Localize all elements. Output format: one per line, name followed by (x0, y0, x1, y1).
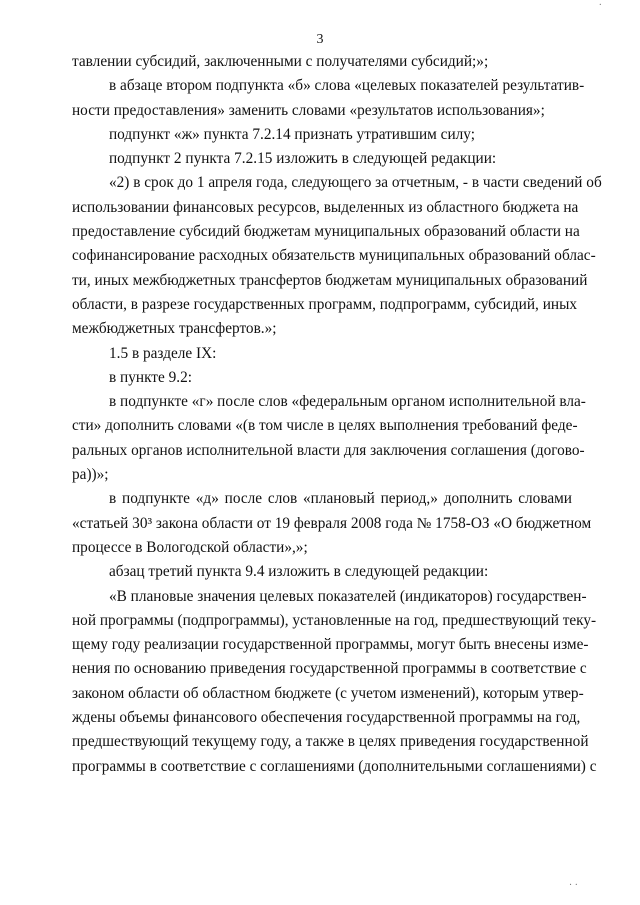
text-line: абзац третий пункта 9.4 изложить в следующей редакции: (109, 563, 489, 581)
text-line: «статьей 30³ закона области от 19 февраля 2008 года № 1758-ОЗ «О бюджетном (72, 514, 592, 532)
text-line: ной программы (подпрограммы), установленные на год, предшествующий теку- (72, 611, 597, 629)
text-line: предоставление субсидий бюджетам муниципальных образований области на (72, 223, 580, 241)
text-line: «В плановые значения целевых показателей (индикаторов) государствен- (109, 587, 587, 605)
text-line: ности предоставления» заменить словами «результатов использования»; (72, 101, 545, 119)
text-line: в подпункте «г» после слов «федеральным органом исполнительной вла- (109, 393, 586, 411)
text-line: подпункт «ж» пункта 7.2.14 признать утратившим силу; (109, 125, 475, 143)
page-number: 3 (316, 32, 324, 47)
text-line: ральных органов исполнительной власти для заключения соглашения (догово- (72, 441, 585, 459)
bottom-mark: · · (568, 880, 578, 891)
text-line: «2) в срок до 1 апреля года, следующего за отчетным, - в части сведений об (109, 174, 602, 192)
text-line: в пункте 9.2: (109, 368, 192, 386)
text-line: нения по основанию приведения государственной программы в соответствие с (72, 660, 587, 678)
text-line: законом области об областном бюджете (с учетом изменений), которым утвер- (72, 684, 584, 702)
text-line: области, в разрезе государственных программ, подпрограмм, субсидий, иных (72, 295, 578, 313)
text-line: ти, иных межбюджетных трансфертов бюджетам муниципальных образований (72, 271, 588, 289)
text-line: межбюджетных трансфертов.»; (72, 320, 277, 338)
text-line: 1.5 в разделе IX: (109, 344, 217, 362)
text-line: ждены объемы финансового обеспечения государственной программы на год, (72, 709, 581, 727)
corner-mark: · (598, 0, 602, 11)
text-line: процессе в Вологодской области»,»; (72, 538, 308, 556)
text-line: тавлении субсидий, заключенными с получателями субсидий;»; (72, 53, 489, 70)
document-body (72, 50, 602, 779)
text-line: софинансирование расходных обязательств муниципальных образований облас- (72, 247, 596, 265)
text-line: предшествующий текущему году, а также в целях приведения государственной (72, 733, 589, 751)
text-line: использовании финансовых ресурсов, выделенных из областного бюджета на (72, 198, 579, 216)
text-line: щему году реализации государственной программы, могут быть внесены изме- (72, 636, 589, 654)
text-line: в абзаце втором подпункта «б» слова «целевых показателей результатив- (109, 77, 585, 95)
text-line: программы в соответствие с соглашениями (дополнительными соглашениями) с (72, 757, 597, 775)
text-line: сти» дополнить словами «(в том числе в целях выполнения требований феде- (72, 417, 578, 435)
text-line: ра))»; (72, 466, 109, 484)
text-line: в подпункте «д» после слов «плановый период,» дополнить словами (109, 490, 572, 508)
text-line: подпункт 2 пункта 7.2.15 изложить в следующей редакции: (109, 150, 497, 168)
